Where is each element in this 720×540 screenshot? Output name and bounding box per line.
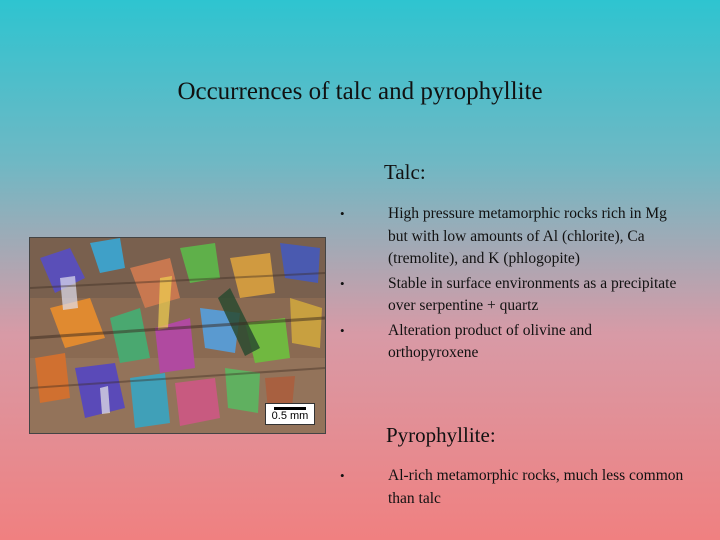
talc-bullet-text: Alteration product of olivine and orthopyroxene (388, 321, 593, 361)
scale-label: 0.5 mm (271, 410, 309, 422)
scale-bar-line (274, 407, 306, 410)
scale-bar-box (265, 403, 315, 425)
pyrophyllite-bullet-item (340, 465, 684, 510)
talc-bullet-list (340, 203, 684, 365)
bullet-icon: • (340, 468, 345, 483)
slide-title: Occurrences of talc and pyrophyllite (177, 78, 543, 105)
talc-bullet-item (340, 273, 684, 318)
pyrophyllite-bullet-list (340, 465, 684, 510)
talc-heading: Talc: (384, 160, 426, 184)
pyrophyllite-heading: Pyrophyllite: (386, 423, 496, 447)
bullet-icon: • (340, 275, 345, 291)
bullet-icon: • (340, 206, 345, 221)
talc-bullet-text: High pressure metamorphic rocks rich in Mg but with low amounts of Al (chlorite), Ca (tremolite), and K (phlogopite) (388, 205, 667, 267)
talc-bullet-item (340, 320, 684, 365)
pyrophyllite-bullet-text: Al-rich metamorphic rocks, much less common than talc (388, 467, 684, 507)
talc-bullet-text: Stable in surface environments as a precipitate over serpentine + quartz (388, 274, 677, 314)
bullet-icon: • (340, 322, 345, 338)
talc-bullet-item (340, 203, 684, 271)
